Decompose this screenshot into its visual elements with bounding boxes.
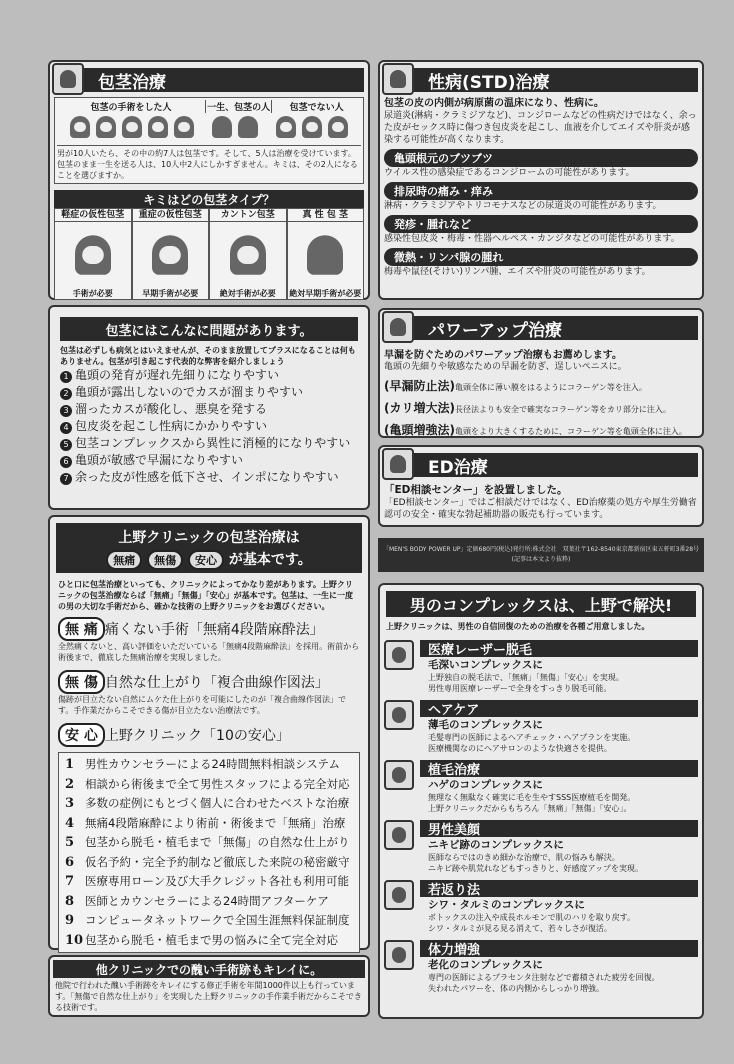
type-illustration-icon [152,235,188,275]
problem-text: 包茎コンプレックスから異性に消極的になりやすい [75,436,351,450]
treatment-text: 毛髪専門の医師によるヘアチェック・ヘアプランを実施。 [428,733,636,742]
type-name: 軽症の仮性包茎 [55,209,131,222]
item-number: 8 [65,893,75,909]
doctor-avatar-icon [52,63,84,95]
number-badge: 2 [60,388,72,400]
list-item [65,814,353,834]
treatment-title: ヘアケア [420,700,698,717]
repair-text: 他院で行われた醜い手術跡をキレイにする修正手術を年間1000件以上も行っています。「無傷で自然な仕上がり」を実現した上野クリニックの手作業手術だからこそできる技術です。 [55,981,362,1012]
treatment-text: 医療機関なのにヘアサロンのような快適さを提供。 [428,744,612,753]
phimosis-section [48,60,370,300]
symptom-heading: 排尿時の痛み・痒み [384,182,698,200]
group-label: 一生、包茎の人 [205,100,272,113]
item-number: 6 [65,854,75,870]
item-number: 5 [65,835,75,850]
treatment-text: シワ・タルミが見る見る消えて、若々しさが復活。 [428,924,612,933]
doctor-avatar-icon [382,311,414,343]
item-number: 1 [65,757,75,772]
treatment-lead: 薄毛のコンプレックスに [428,719,543,731]
std-lead: 包茎の皮の内側が病原菌の温床になり、性病に。 [384,98,604,109]
item-number: 3 [65,796,75,811]
problem-item [60,435,358,452]
publication-credit [378,538,704,572]
problem-item [60,384,358,401]
list-item [65,775,353,795]
treatment-avatar-icon [384,880,414,910]
feature-heading: 痛くない手術「無痛4段階麻酔法」 [104,622,324,638]
treatment-title: 体力増強 [420,940,698,957]
method-name: (亀頭増強法) [384,423,455,437]
treatment-text: 失われたパワーを、体の内側からしっかり増強。 [428,984,604,993]
credit-line: 「MEN'S BODY POWER UP」定価680円(税込)発行所:株式会社 双葉社〒162-8540東京都新宿区東五軒町3番28号 [382,546,700,553]
number-badge: 3 [60,405,72,417]
number-badge: 4 [60,422,72,434]
treatment-title: 男性美顔 [420,820,698,837]
method-name: (早漏防止法) [384,379,455,393]
item-text: 医療専用ローン及び大手クレジット各社も利用可能 [85,874,349,888]
treatment-item [384,820,698,874]
list-item [65,892,353,912]
clinic-title-bar [56,523,362,573]
repair-section [48,955,370,1017]
problems-title: 包茎にはこんなに問題があります。 [60,317,358,341]
number-badge: 1 [60,371,72,383]
section-title: パワーアップ治療 [428,320,562,341]
problem-item [60,469,358,486]
ed-lead: 「ED相談センター」を設置しました。 [384,484,568,496]
person-icon [302,116,322,138]
feature-badge: 無 痛 [58,617,105,641]
person-icon [148,116,168,138]
treatment-avatar-icon [384,760,414,790]
type-note: 絶対早期手術が必要 [289,289,362,298]
problems-section [48,305,370,510]
method-item [384,419,698,438]
item-text: 相談から術後まで全て男性スタッフによる完全対応 [85,776,350,791]
std-text: 尿道炎(淋病・クラミジアなど)、コンジロームなどの性病だけではなく、余った皮がセックス時に傷つき包皮炎を起こし、血液を介してエイズや肝炎が感染する可能性が高くなります。 [384,111,697,145]
treatment-text: ニキビ跡や肌荒れなどもすっきりと、好感度アップを実現。 [428,864,643,873]
powerup-sub: 亀頭の先細りや敏感なための早漏を防ぎ、逞しいペニスに。 [384,362,627,372]
feature-heading: 上野クリニック「10の安心」 [104,728,290,744]
problems-intro: 包茎は必ずしも病気とはいえませんが、そのまま放置してプラスになることは何もありません。包茎が引き起こす代表的な弊害を紹介しましょう [60,346,356,366]
item-number: 10 [65,932,84,948]
item-number: 9 [65,913,75,928]
symptom-text: 感染性包皮炎・梅毒・性器ヘルペス・カンジタなどの可能性があります。 [384,234,680,244]
feature-text: 傷跡が目立たない自然にムケた仕上がりを可能にしたのが「複合曲線作図法」です。手作業だからこそできる傷が目立たない治療法です。 [58,695,346,715]
symptom-heading: 亀頭根元のブツブツ [384,149,698,167]
treatment-lead: 老化のコンプレックスに [428,959,543,971]
type-cell [287,208,365,300]
item-number: 2 [65,776,75,792]
credit-note: (記事は本文より抜粋) [511,556,571,563]
list-item [65,872,353,892]
badge-scarless: 無傷 [147,550,183,570]
symptom-text: ウイルス性の感染症であるコンジロームの可能性があります。 [384,168,635,178]
treatment-title: 医療レーザー脱毛 [420,640,698,657]
person-icon [174,116,194,138]
number-badge: 6 [60,456,72,468]
clinic-section [48,515,370,950]
type-cell [54,208,132,300]
item-number: 7 [65,874,75,889]
list-item [65,931,353,951]
problem-text: 余った皮が性感を低下させ、インポになりやすい [75,470,339,484]
feature-heading: 自然な仕上がり「複合曲線作図法」 [104,675,329,691]
method-item [384,375,698,394]
item-text: 医師とカウンセラーによる24時間アフターケア [85,893,329,908]
item-text: コンピュータネットワークで全国生涯無料保証制度 [85,913,350,927]
symptom-heading: 発疹・腫れなど [384,215,698,233]
feature-scarless [54,665,364,718]
treatment-lead: ハゲのコンプレックスに [428,779,543,791]
item-text: 仮名予約・完全予約制など徹底した来院の秘密厳守 [85,854,350,869]
person-back-icon [212,116,232,138]
group-label: 包茎の手術をした人 [90,103,172,113]
problems-list [54,367,364,486]
people-illustration [57,113,361,145]
statistics-text: 男が10人いたら、その中の約7人は包茎です。そして、5人は治療を受けています。包茎のまま一生を送る人は、10人中2人にしかすぎません。キミは、その2人になることを選びますか。 [57,145,361,181]
problem-text: 亀頭が敏感で早漏になりやすい [75,453,244,467]
type-header: キミはどの包茎タイプ？ [54,190,364,208]
type-note: 絶対手術が必要 [219,289,276,298]
person-icon [122,116,142,138]
complex-title: 男のコンプレックスは、上野で解決! [386,591,696,617]
ten-reassurances-list [58,752,360,953]
powerup-section [378,308,704,438]
method-item [384,397,698,416]
treatment-lead: ニキビ跡のコンプレックスに [428,839,564,851]
type-cell [132,208,210,300]
treatment-text: 上野独自の脱毛法で、「無痛」「無傷」「安心」を実現。 [428,673,624,682]
problem-item [60,418,358,435]
number-badge: 7 [60,473,72,485]
item-text: 多数の症例にもとづく個人に合わせたベストな治療 [85,796,350,810]
list-item [65,853,353,873]
type-illustration-icon [75,235,111,275]
treatment-item [384,700,698,754]
complex-intro: 上野クリニックは、男性の自信回復のための治療を各種ご用意しました。 [386,622,650,631]
treatment-title: 若返り法 [420,880,698,897]
type-name: 真 性 包 茎 [288,209,364,222]
feature-text: 全然痛くないと、高い評価をいただいている「無痛4段階麻酔法」を採用。術前から術後まで、徹底した無痛治療を実現しました。 [58,642,360,662]
treatment-lead: 毛深いコンプレックスに [428,659,543,671]
person-icon [70,116,90,138]
problem-item [60,401,358,418]
treatment-lead: シワ・タルミのコンプレックスに [428,899,585,911]
feature-safe [54,718,364,749]
section-title-bar [384,68,698,92]
treatment-avatar-icon [384,640,414,670]
item-text: 包茎から脱毛・植毛まで「無傷」の自然な仕上がり [85,835,350,849]
treatment-text: ボトックスの注入や成長ホルモンで肌のハリを取り戻す。 [428,913,636,922]
badge-safe: 安心 [188,550,224,570]
feature-badge: 無 傷 [58,670,105,694]
method-text: 亀頭をより大きくするために、コラーゲン等を亀頭全体に注入。 [454,427,687,436]
item-text: 包茎から脱毛・植毛まで男の悩みに全て完全対応 [85,932,338,947]
item-text: 無痛4段階麻酔により術前・術後まで「無痛」治療 [85,815,346,830]
repair-title: 他クリニックでの醜い手術跡もキレイに。 [53,960,365,978]
feature-painless [54,612,364,665]
statistics-panel [54,97,364,184]
problem-item [60,367,358,384]
section-title: 性病(STD)治療 [428,72,550,93]
problem-text: 溜ったカスが酸化し、悪臭を発する [75,402,268,416]
type-name: 重症の仮性包茎 [133,209,209,222]
treatment-text: 上野クリニックだからもちろん「無痛」「無傷」「安心」。 [428,804,632,813]
type-note: 早期手術が必要 [142,289,199,298]
problem-text: 亀頭の発育が遅れ先細りになりやすい [75,368,280,382]
type-name: カントン包茎 [210,209,286,222]
section-title-bar [54,68,364,92]
treatment-text: 男性専用医療レーザーで全身をすっきり脱毛可能。 [428,684,612,693]
treatment-item [384,940,698,994]
item-text: 男性カウンセラーによる24時間無料相談システム [85,757,340,771]
type-grid [54,208,364,300]
treatment-item [384,640,698,694]
treatment-text: 医師ならではのきめ細かな治療で、肌の悩みも解決。 [428,853,620,862]
symptom-text: 梅毒や鼠径(そけい)リンパ腫、エイズや肝炎の可能性があります。 [384,267,651,277]
person-back-icon [238,116,258,138]
problem-text: 包皮炎を起こし性病にかかりやすい [75,419,268,433]
treatment-avatar-icon [384,820,414,850]
group-label: 包茎でない人 [289,103,344,113]
symptom-text: 淋病・クラミジアやトリコモナスなどの尿道炎の可能性があります。 [384,201,662,211]
treatment-title: 植毛治療 [420,760,698,777]
method-text: 亀頭全体に薄い膜をはるようにコラーゲン等を注入。 [454,383,647,392]
method-name: (カリ増大法) [384,401,455,415]
number-badge: 5 [60,439,72,451]
problem-text: 亀頭が露出しないのでカスが溜まりやすい [75,385,304,399]
type-cell [209,208,287,300]
section-title: 包茎治療 [98,72,166,93]
powerup-lead: 早漏を防ぐためのパワーアップ治療もお薦めします。 [384,350,622,361]
treatment-avatar-icon [384,700,414,730]
treatment-text: 無理なく無駄なく確実に毛を生やすSSS医療植毛を開発。 [428,793,636,802]
section-title: ED治療 [428,457,488,478]
group-labels [57,100,361,113]
clinic-title: 上野クリニックの包茎治療は [118,529,300,546]
section-title-bar [384,316,698,340]
person-icon [276,116,296,138]
person-icon [96,116,116,138]
feature-badge: 安 心 [58,723,105,747]
clinic-title-suffix: が基本です。 [228,551,312,568]
treatment-text: 専門の医師によるプラセンタ注射などで蓄積された疲労を回復。 [428,973,660,982]
complex-section [378,583,704,1019]
list-item [65,755,353,775]
symptom-heading: 微熱・リンパ腺の腫れ [384,248,698,266]
section-title-bar [384,453,698,477]
type-illustration-icon [307,235,343,275]
std-section [378,60,704,300]
item-number: 4 [65,815,75,831]
list-item [65,833,353,853]
treatment-item [384,880,698,934]
ed-section [378,445,704,527]
badge-painless: 無痛 [106,550,142,570]
treatment-item [384,760,698,814]
type-note: 手術が必要 [72,289,113,298]
person-icon [328,116,348,138]
list-item [65,794,353,814]
problem-item [60,452,358,469]
ed-text: 「ED相談センター」ではご相談だけではなく、ED治療薬の処方や厚生労働省認可の安全・確実な勃起補助器の販売も行っています。 [384,498,697,520]
method-text: 長径法よりも安全で確実なコラーゲン等をカリ部分に注入。 [454,405,671,414]
clinic-intro: ひと口に包茎治療といっても、クリニックによってかなり差があります。上野クリニックの包茎治療ならば「無痛」「無傷」「安心」が基本です。包茎は、一生に一度の男の大切な手術だから、確かな技術の上野クリニックをお選びください。 [58,580,354,611]
doctor-avatar-icon [382,63,414,95]
doctor-avatar-icon [382,448,414,480]
type-illustration-icon [230,235,266,275]
list-item [65,911,353,931]
treatment-avatar-icon [384,940,414,970]
